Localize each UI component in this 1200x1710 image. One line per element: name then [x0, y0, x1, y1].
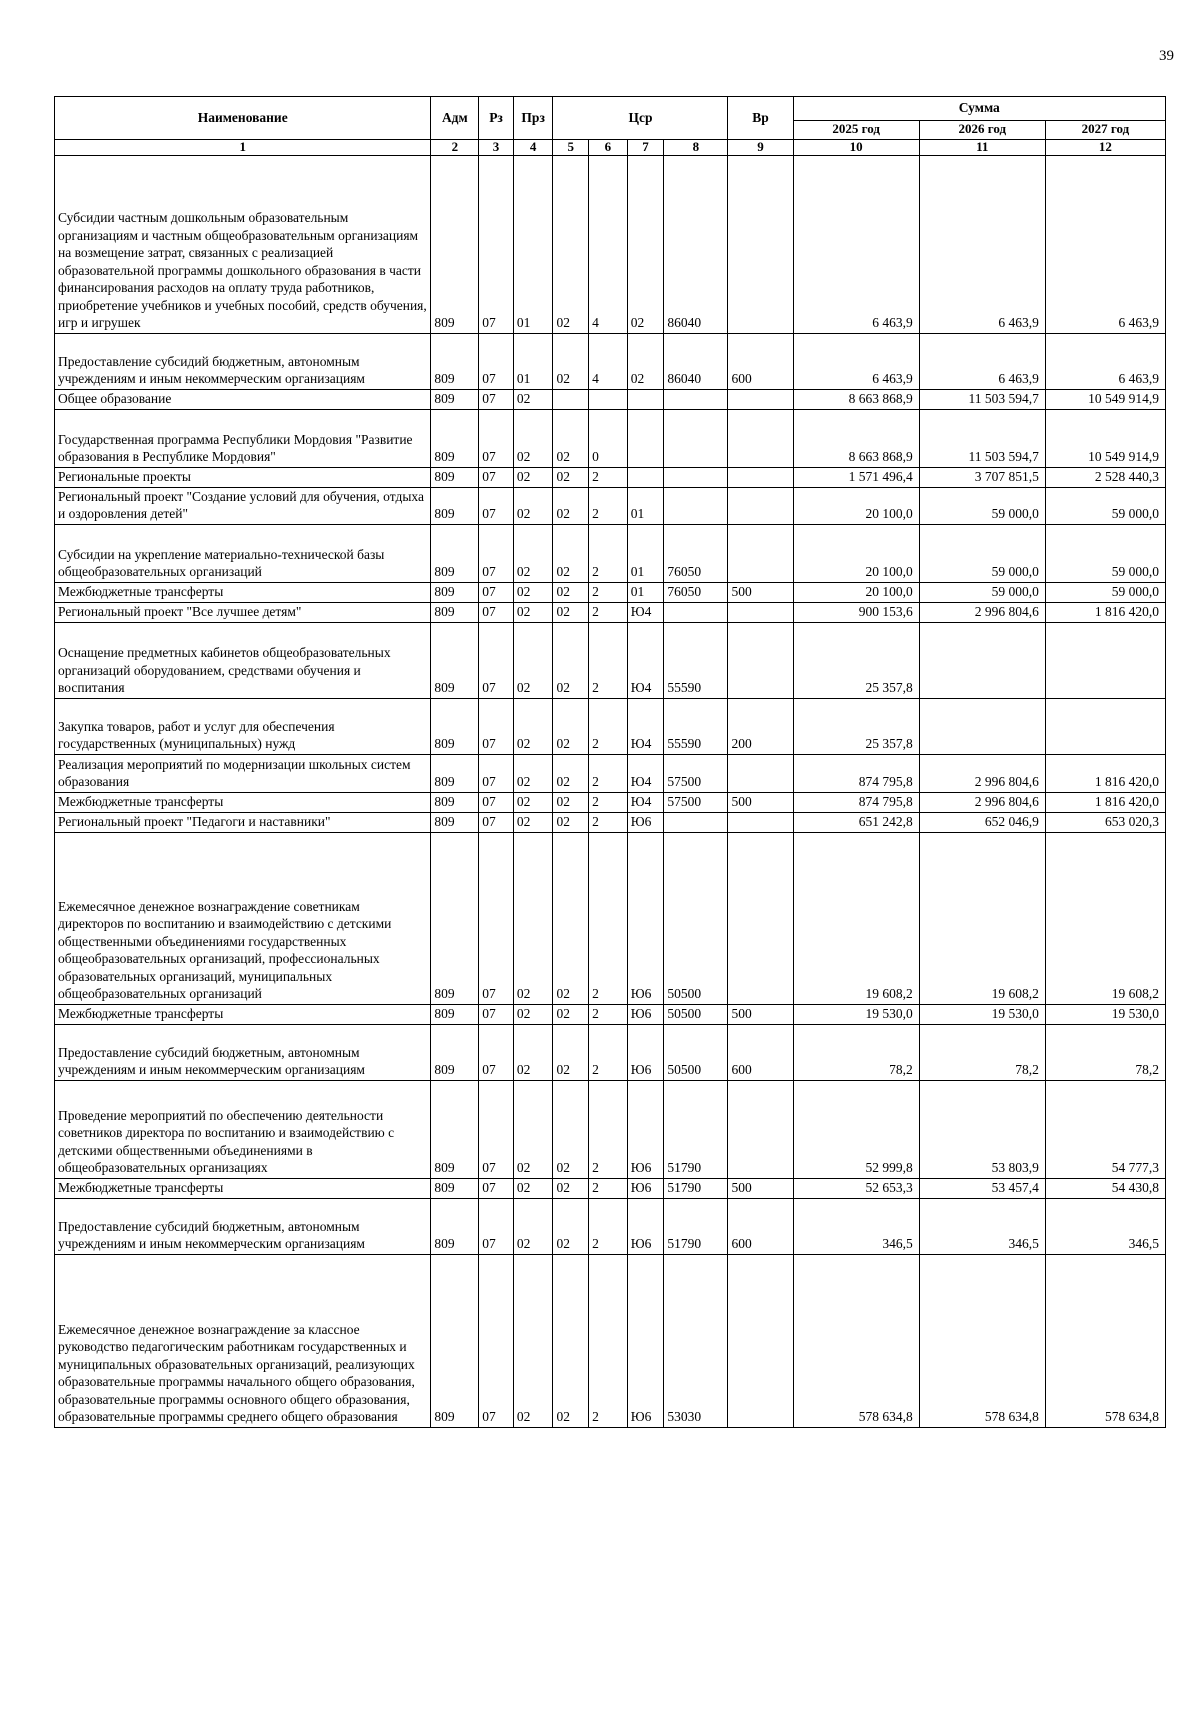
row-rz: 07	[479, 1254, 514, 1427]
row-adm: 809	[431, 698, 479, 754]
row-tsr-2: 2	[589, 698, 628, 754]
row-tsr-3: Ю6	[627, 812, 664, 832]
row-prz: 02	[513, 1004, 553, 1024]
row-sum-2026: 59 000,0	[919, 582, 1045, 602]
row-tsr-3: Ю6	[627, 832, 664, 1004]
row-tsr-3: 02	[627, 333, 664, 389]
row-tsr-4	[664, 389, 728, 409]
row-name: Межбюджетные трансферты	[55, 582, 431, 602]
row-vr	[728, 754, 793, 792]
row-prz: 02	[513, 409, 553, 467]
row-tsr-1: 02	[553, 622, 589, 698]
row-sum-2025: 8 663 868,9	[793, 409, 919, 467]
row-tsr-2: 2	[589, 812, 628, 832]
row-name: Проведение мероприятий по обеспечению деятельности советников директора по воспитанию и взаимодействию с детскими общественными объединениями в общеобразовательных организациях	[55, 1080, 431, 1178]
table-body	[55, 155, 1166, 1427]
header-year-2025: 2025 год	[793, 121, 919, 140]
column-number: 6	[589, 139, 628, 155]
table-row	[55, 622, 1166, 698]
table-row	[55, 1080, 1166, 1178]
row-tsr-4: 86040	[664, 155, 728, 333]
row-sum-2027: 346,5	[1045, 1198, 1165, 1254]
table-row	[55, 582, 1166, 602]
table-row	[55, 333, 1166, 389]
row-tsr-3: Ю4	[627, 754, 664, 792]
row-prz: 02	[513, 1080, 553, 1178]
row-sum-2026: 2 996 804,6	[919, 754, 1045, 792]
row-adm: 809	[431, 812, 479, 832]
column-number: 8	[664, 139, 728, 155]
row-tsr-3: Ю4	[627, 602, 664, 622]
row-sum-2027: 578 634,8	[1045, 1254, 1165, 1427]
row-name: Субсидии частным дошкольным образовательным организациям и частным общеобразовательным организациям на возмещение затрат, связанных с реализацией образовательной программы дошкольного образования в части финансирования расходов на оплату труда работников, приобретение учебников и учебных пособий, средств обучения, игр и игрушек	[55, 155, 431, 333]
row-prz: 02	[513, 467, 553, 487]
row-adm: 809	[431, 487, 479, 524]
row-sum-2026: 59 000,0	[919, 487, 1045, 524]
row-sum-2027: 1 816 420,0	[1045, 602, 1165, 622]
row-vr	[728, 602, 793, 622]
page-number: 39	[1159, 48, 1174, 64]
row-rz: 07	[479, 1178, 514, 1198]
table-row	[55, 602, 1166, 622]
row-sum-2026	[919, 698, 1045, 754]
row-vr: 500	[728, 1004, 793, 1024]
row-sum-2026: 2 996 804,6	[919, 602, 1045, 622]
row-tsr-4: 55590	[664, 622, 728, 698]
row-tsr-4	[664, 467, 728, 487]
row-name: Ежемесячное денежное вознаграждение за классное руководство педагогическим работникам государственных и муниципальных образовательных организаций, реализующих образовательные программы начального общего образования, образовательные программы основного общего образования, образовательные программы среднего общего образования	[55, 1254, 431, 1427]
row-sum-2026: 59 000,0	[919, 524, 1045, 582]
row-adm: 809	[431, 389, 479, 409]
row-tsr-3: 01	[627, 582, 664, 602]
row-rz: 07	[479, 524, 514, 582]
row-tsr-2: 2	[589, 467, 628, 487]
row-sum-2027: 2 528 440,3	[1045, 467, 1165, 487]
row-sum-2025: 25 357,8	[793, 622, 919, 698]
table-row	[55, 698, 1166, 754]
row-adm: 809	[431, 602, 479, 622]
row-tsr-2: 2	[589, 1254, 628, 1427]
row-sum-2026	[919, 622, 1045, 698]
column-number: 10	[793, 139, 919, 155]
row-sum-2027: 6 463,9	[1045, 333, 1165, 389]
row-rz: 07	[479, 1024, 514, 1080]
column-number: 2	[431, 139, 479, 155]
row-prz: 02	[513, 754, 553, 792]
row-name: Предоставление субсидий бюджетным, автономным учреждениям и иным некоммерческим организациям	[55, 1198, 431, 1254]
row-vr	[728, 487, 793, 524]
row-tsr-2: 0	[589, 409, 628, 467]
row-rz: 07	[479, 333, 514, 389]
column-number: 1	[55, 139, 431, 155]
header-year-2026: 2026 год	[919, 121, 1045, 140]
row-tsr-3: Ю4	[627, 622, 664, 698]
row-tsr-2: 2	[589, 754, 628, 792]
row-name: Предоставление субсидий бюджетным, автономным учреждениям и иным некоммерческим организациям	[55, 1024, 431, 1080]
row-tsr-1: 02	[553, 333, 589, 389]
row-sum-2027: 78,2	[1045, 1024, 1165, 1080]
row-rz: 07	[479, 1004, 514, 1024]
table-row	[55, 1198, 1166, 1254]
table-row	[55, 832, 1166, 1004]
row-sum-2026: 2 996 804,6	[919, 792, 1045, 812]
row-prz: 02	[513, 812, 553, 832]
row-rz: 07	[479, 622, 514, 698]
row-tsr-2: 2	[589, 832, 628, 1004]
row-rz: 07	[479, 792, 514, 812]
table-row	[55, 1178, 1166, 1198]
row-sum-2025: 651 242,8	[793, 812, 919, 832]
row-sum-2026: 78,2	[919, 1024, 1045, 1080]
row-sum-2025: 19 608,2	[793, 832, 919, 1004]
row-vr: 500	[728, 792, 793, 812]
row-tsr-1: 02	[553, 1080, 589, 1178]
row-sum-2027: 1 816 420,0	[1045, 754, 1165, 792]
row-sum-2025: 52 999,8	[793, 1080, 919, 1178]
row-sum-2025: 6 463,9	[793, 155, 919, 333]
row-rz: 07	[479, 602, 514, 622]
row-vr: 500	[728, 582, 793, 602]
row-sum-2027	[1045, 698, 1165, 754]
row-tsr-4	[664, 812, 728, 832]
row-sum-2026: 578 634,8	[919, 1254, 1045, 1427]
row-prz: 02	[513, 1178, 553, 1198]
row-tsr-4: 55590	[664, 698, 728, 754]
row-sum-2026: 3 707 851,5	[919, 467, 1045, 487]
row-tsr-2: 2	[589, 602, 628, 622]
header-tsr: Цср	[553, 97, 728, 140]
row-sum-2026: 6 463,9	[919, 155, 1045, 333]
row-name: Предоставление субсидий бюджетным, автономным учреждениям и иным некоммерческим организациям	[55, 333, 431, 389]
table-row	[55, 155, 1166, 333]
row-tsr-1: 02	[553, 524, 589, 582]
row-sum-2025: 1 571 496,4	[793, 467, 919, 487]
row-rz: 07	[479, 1198, 514, 1254]
row-tsr-1: 02	[553, 792, 589, 812]
row-vr	[728, 524, 793, 582]
row-sum-2025: 8 663 868,9	[793, 389, 919, 409]
row-prz: 02	[513, 1254, 553, 1427]
row-vr	[728, 622, 793, 698]
table-row	[55, 409, 1166, 467]
row-sum-2026: 53 457,4	[919, 1178, 1045, 1198]
row-prz: 02	[513, 582, 553, 602]
row-vr: 600	[728, 1198, 793, 1254]
row-name: Региональные проекты	[55, 467, 431, 487]
row-adm: 809	[431, 1024, 479, 1080]
row-vr	[728, 832, 793, 1004]
row-sum-2027: 59 000,0	[1045, 487, 1165, 524]
row-sum-2027: 1 816 420,0	[1045, 792, 1165, 812]
row-sum-2026: 346,5	[919, 1198, 1045, 1254]
row-tsr-2: 4	[589, 155, 628, 333]
row-tsr-1: 02	[553, 1254, 589, 1427]
row-tsr-1: 02	[553, 582, 589, 602]
budget-table	[54, 96, 1166, 1428]
row-vr	[728, 1080, 793, 1178]
row-name: Межбюджетные трансферты	[55, 1004, 431, 1024]
row-tsr-2: 2	[589, 1024, 628, 1080]
table-row	[55, 467, 1166, 487]
row-sum-2026: 19 608,2	[919, 832, 1045, 1004]
row-tsr-4	[664, 409, 728, 467]
row-tsr-1	[553, 389, 589, 409]
table-row	[55, 1004, 1166, 1024]
row-name: Государственная программа Республики Мордовия "Развитие образования в Республике Мордовия"	[55, 409, 431, 467]
row-sum-2025: 578 634,8	[793, 1254, 919, 1427]
column-number: 7	[627, 139, 664, 155]
row-tsr-3: Ю6	[627, 1080, 664, 1178]
row-name: Оснащение предметных кабинетов общеобразовательных организаций оборудованием, средствами обучения и воспитания	[55, 622, 431, 698]
row-adm: 809	[431, 1080, 479, 1178]
row-tsr-2: 2	[589, 1178, 628, 1198]
row-sum-2027: 54 430,8	[1045, 1178, 1165, 1198]
row-sum-2026: 11 503 594,7	[919, 389, 1045, 409]
table-row	[55, 754, 1166, 792]
row-adm: 809	[431, 333, 479, 389]
table-row	[55, 389, 1166, 409]
row-adm: 809	[431, 1254, 479, 1427]
header-summa: Сумма	[793, 97, 1165, 121]
row-adm: 809	[431, 155, 479, 333]
row-adm: 809	[431, 622, 479, 698]
row-sum-2025: 874 795,8	[793, 792, 919, 812]
row-prz: 01	[513, 333, 553, 389]
row-name: Закупка товаров, работ и услуг для обеспечения государственных (муниципальных) нужд	[55, 698, 431, 754]
row-tsr-1: 02	[553, 832, 589, 1004]
row-sum-2025: 19 530,0	[793, 1004, 919, 1024]
header-name: Наименование	[55, 97, 431, 140]
row-sum-2027: 19 530,0	[1045, 1004, 1165, 1024]
row-rz: 07	[479, 812, 514, 832]
row-prz: 02	[513, 389, 553, 409]
row-prz: 02	[513, 602, 553, 622]
row-vr	[728, 467, 793, 487]
row-tsr-3: Ю6	[627, 1198, 664, 1254]
row-prz: 02	[513, 487, 553, 524]
header-vr: Вр	[728, 97, 793, 140]
column-number: 11	[919, 139, 1045, 155]
row-rz: 07	[479, 409, 514, 467]
row-adm: 809	[431, 1198, 479, 1254]
row-tsr-3: 02	[627, 155, 664, 333]
row-rz: 07	[479, 389, 514, 409]
row-name: Ежемесячное денежное вознаграждение советникам директоров по воспитанию и взаимодействию с детскими общественными объединениями государственных общеобразовательных организаций, профессиональных образовательных организаций, муниципальных общеобразовательных организаций	[55, 832, 431, 1004]
row-prz: 02	[513, 832, 553, 1004]
row-prz: 02	[513, 622, 553, 698]
table-row	[55, 1024, 1166, 1080]
row-name: Межбюджетные трансферты	[55, 1178, 431, 1198]
row-sum-2026: 11 503 594,7	[919, 409, 1045, 467]
table-row	[55, 1254, 1166, 1427]
row-sum-2025: 6 463,9	[793, 333, 919, 389]
row-rz: 07	[479, 487, 514, 524]
row-prz: 02	[513, 1024, 553, 1080]
row-tsr-3: 01	[627, 487, 664, 524]
row-tsr-3: Ю4	[627, 698, 664, 754]
row-tsr-4: 50500	[664, 1024, 728, 1080]
column-number-row	[55, 139, 1166, 155]
row-vr: 500	[728, 1178, 793, 1198]
row-vr: 600	[728, 333, 793, 389]
row-adm: 809	[431, 1178, 479, 1198]
row-tsr-4: 57500	[664, 792, 728, 812]
row-sum-2027: 19 608,2	[1045, 832, 1165, 1004]
row-sum-2025: 78,2	[793, 1024, 919, 1080]
row-sum-2026: 652 046,9	[919, 812, 1045, 832]
row-sum-2025: 20 100,0	[793, 582, 919, 602]
row-tsr-2: 2	[589, 524, 628, 582]
table-row	[55, 812, 1166, 832]
row-sum-2025: 52 653,3	[793, 1178, 919, 1198]
row-sum-2025: 20 100,0	[793, 487, 919, 524]
row-tsr-3: 01	[627, 524, 664, 582]
row-name: Общее образование	[55, 389, 431, 409]
table-row	[55, 792, 1166, 812]
row-tsr-3: Ю6	[627, 1024, 664, 1080]
row-tsr-2: 2	[589, 487, 628, 524]
row-tsr-3: Ю6	[627, 1004, 664, 1024]
row-sum-2027: 6 463,9	[1045, 155, 1165, 333]
row-vr	[728, 389, 793, 409]
row-rz: 07	[479, 155, 514, 333]
row-tsr-2: 2	[589, 582, 628, 602]
row-tsr-4: 53030	[664, 1254, 728, 1427]
row-sum-2027: 59 000,0	[1045, 582, 1165, 602]
row-prz: 02	[513, 524, 553, 582]
row-adm: 809	[431, 1004, 479, 1024]
row-tsr-4: 57500	[664, 754, 728, 792]
row-tsr-4: 51790	[664, 1198, 728, 1254]
row-name: Реализация мероприятий по модернизации школьных систем образования	[55, 754, 431, 792]
row-sum-2026: 6 463,9	[919, 333, 1045, 389]
row-prz: 02	[513, 1198, 553, 1254]
row-sum-2025: 874 795,8	[793, 754, 919, 792]
row-tsr-4: 50500	[664, 1004, 728, 1024]
row-tsr-1: 02	[553, 602, 589, 622]
row-tsr-1: 02	[553, 1024, 589, 1080]
row-vr	[728, 155, 793, 333]
row-tsr-2: 2	[589, 622, 628, 698]
row-tsr-1: 02	[553, 467, 589, 487]
row-adm: 809	[431, 409, 479, 467]
row-tsr-1: 02	[553, 754, 589, 792]
row-name: Межбюджетные трансферты	[55, 792, 431, 812]
row-sum-2025: 346,5	[793, 1198, 919, 1254]
header-rz: Рз	[479, 97, 514, 140]
row-name: Региональный проект "Педагоги и наставники"	[55, 812, 431, 832]
row-adm: 809	[431, 792, 479, 812]
row-sum-2027: 10 549 914,9	[1045, 409, 1165, 467]
row-vr: 600	[728, 1024, 793, 1080]
row-tsr-2: 4	[589, 333, 628, 389]
row-tsr-2: 2	[589, 792, 628, 812]
row-tsr-3: Ю6	[627, 1254, 664, 1427]
row-tsr-4: 86040	[664, 333, 728, 389]
column-number: 12	[1045, 139, 1165, 155]
row-tsr-1: 02	[553, 487, 589, 524]
column-number: 5	[553, 139, 589, 155]
row-vr	[728, 1254, 793, 1427]
row-tsr-4: 50500	[664, 832, 728, 1004]
row-name: Субсидии на укрепление материально-технической базы общеобразовательных организаций	[55, 524, 431, 582]
row-tsr-2	[589, 389, 628, 409]
row-tsr-4	[664, 487, 728, 524]
row-adm: 809	[431, 754, 479, 792]
row-adm: 809	[431, 832, 479, 1004]
row-tsr-4: 51790	[664, 1080, 728, 1178]
row-adm: 809	[431, 524, 479, 582]
column-number: 9	[728, 139, 793, 155]
header-adm: Адм	[431, 97, 479, 140]
row-vr: 200	[728, 698, 793, 754]
row-tsr-1: 02	[553, 1198, 589, 1254]
row-tsr-1: 02	[553, 812, 589, 832]
header-prz: Прз	[513, 97, 553, 140]
row-sum-2025: 900 153,6	[793, 602, 919, 622]
row-tsr-2: 2	[589, 1080, 628, 1178]
row-prz: 01	[513, 155, 553, 333]
column-number: 4	[513, 139, 553, 155]
header-year-2027: 2027 год	[1045, 121, 1165, 140]
row-sum-2027	[1045, 622, 1165, 698]
row-tsr-1: 02	[553, 409, 589, 467]
row-sum-2027: 653 020,3	[1045, 812, 1165, 832]
row-tsr-2: 2	[589, 1004, 628, 1024]
row-sum-2025: 20 100,0	[793, 524, 919, 582]
table-row	[55, 524, 1166, 582]
row-rz: 07	[479, 467, 514, 487]
row-sum-2027: 59 000,0	[1045, 524, 1165, 582]
row-vr	[728, 409, 793, 467]
row-tsr-4: 76050	[664, 524, 728, 582]
row-rz: 07	[479, 582, 514, 602]
row-sum-2027: 10 549 914,9	[1045, 389, 1165, 409]
row-adm: 809	[431, 467, 479, 487]
row-tsr-3	[627, 467, 664, 487]
row-adm: 809	[431, 582, 479, 602]
row-sum-2026: 53 803,9	[919, 1080, 1045, 1178]
row-tsr-1: 02	[553, 698, 589, 754]
row-rz: 07	[479, 832, 514, 1004]
row-vr	[728, 812, 793, 832]
column-number: 3	[479, 139, 514, 155]
row-tsr-3: Ю4	[627, 792, 664, 812]
row-sum-2026: 19 530,0	[919, 1004, 1045, 1024]
row-tsr-2: 2	[589, 1198, 628, 1254]
row-tsr-1: 02	[553, 1004, 589, 1024]
table-row	[55, 487, 1166, 524]
row-tsr-3	[627, 409, 664, 467]
row-name: Региональный проект "Создание условий для обучения, отдыха и оздоровления детей"	[55, 487, 431, 524]
row-rz: 07	[479, 754, 514, 792]
row-tsr-1: 02	[553, 1178, 589, 1198]
row-rz: 07	[479, 698, 514, 754]
row-tsr-4: 76050	[664, 582, 728, 602]
row-rz: 07	[479, 1080, 514, 1178]
row-tsr-4: 51790	[664, 1178, 728, 1198]
row-sum-2025: 25 357,8	[793, 698, 919, 754]
row-prz: 02	[513, 792, 553, 812]
row-prz: 02	[513, 698, 553, 754]
row-name: Региональный проект "Все лучшее детям"	[55, 602, 431, 622]
row-tsr-3: Ю6	[627, 1178, 664, 1198]
row-sum-2027: 54 777,3	[1045, 1080, 1165, 1178]
row-tsr-3	[627, 389, 664, 409]
row-tsr-4	[664, 602, 728, 622]
row-tsr-1: 02	[553, 155, 589, 333]
